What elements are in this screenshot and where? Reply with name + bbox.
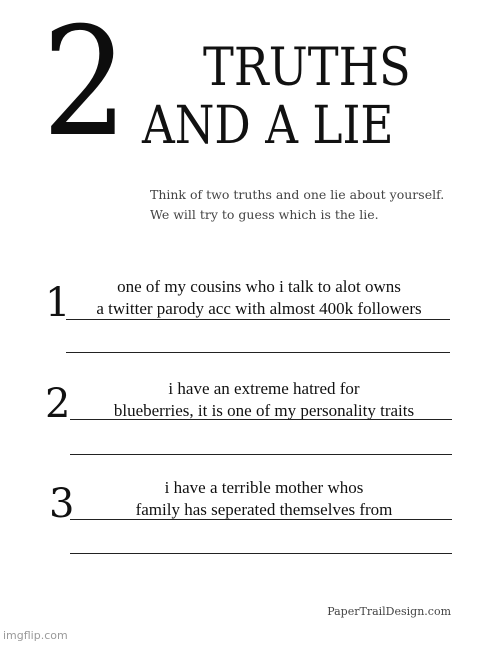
item-3-number: 3 [49,481,75,527]
item-1-underline-2 [66,352,450,353]
item-3-underline-1 [70,519,452,520]
item-1-text-line-1: one of my cousins who i talk to alot owns [117,277,401,296]
title-line-truths: TRUTHS [203,38,411,98]
item-2-underline-1 [70,419,452,420]
design-credit: PaperTrailDesign.com [327,605,451,618]
title-line-and-a-lie: AND A LIE [142,96,394,156]
item-3-text-line-1: i have a terrible mother whos [164,478,364,497]
item-2-underline-2 [70,454,452,455]
big-number-two: 2 [42,0,128,170]
item-2-text-line-1: i have an extreme hatred for [168,379,360,398]
item-1-number: 1 [45,280,71,326]
imgflip-watermark: imgflip.com [3,629,68,642]
item-2-text-line-2: blueberries, it is one of my personality traits [113,401,415,420]
item-1-text-line-2: a twitter parody acc with almost 400k followers [96,299,422,318]
instructions-line-2: We will try to guess which is the lie. [150,207,379,222]
item-3-underline-2 [70,553,452,554]
item-3-text-line-2: family has seperated themselves from [135,500,393,519]
item-1-underline-1 [66,319,450,320]
instructions-line-1: Think of two truths and one lie about yourself. [150,187,445,202]
item-2-number: 2 [45,381,71,427]
